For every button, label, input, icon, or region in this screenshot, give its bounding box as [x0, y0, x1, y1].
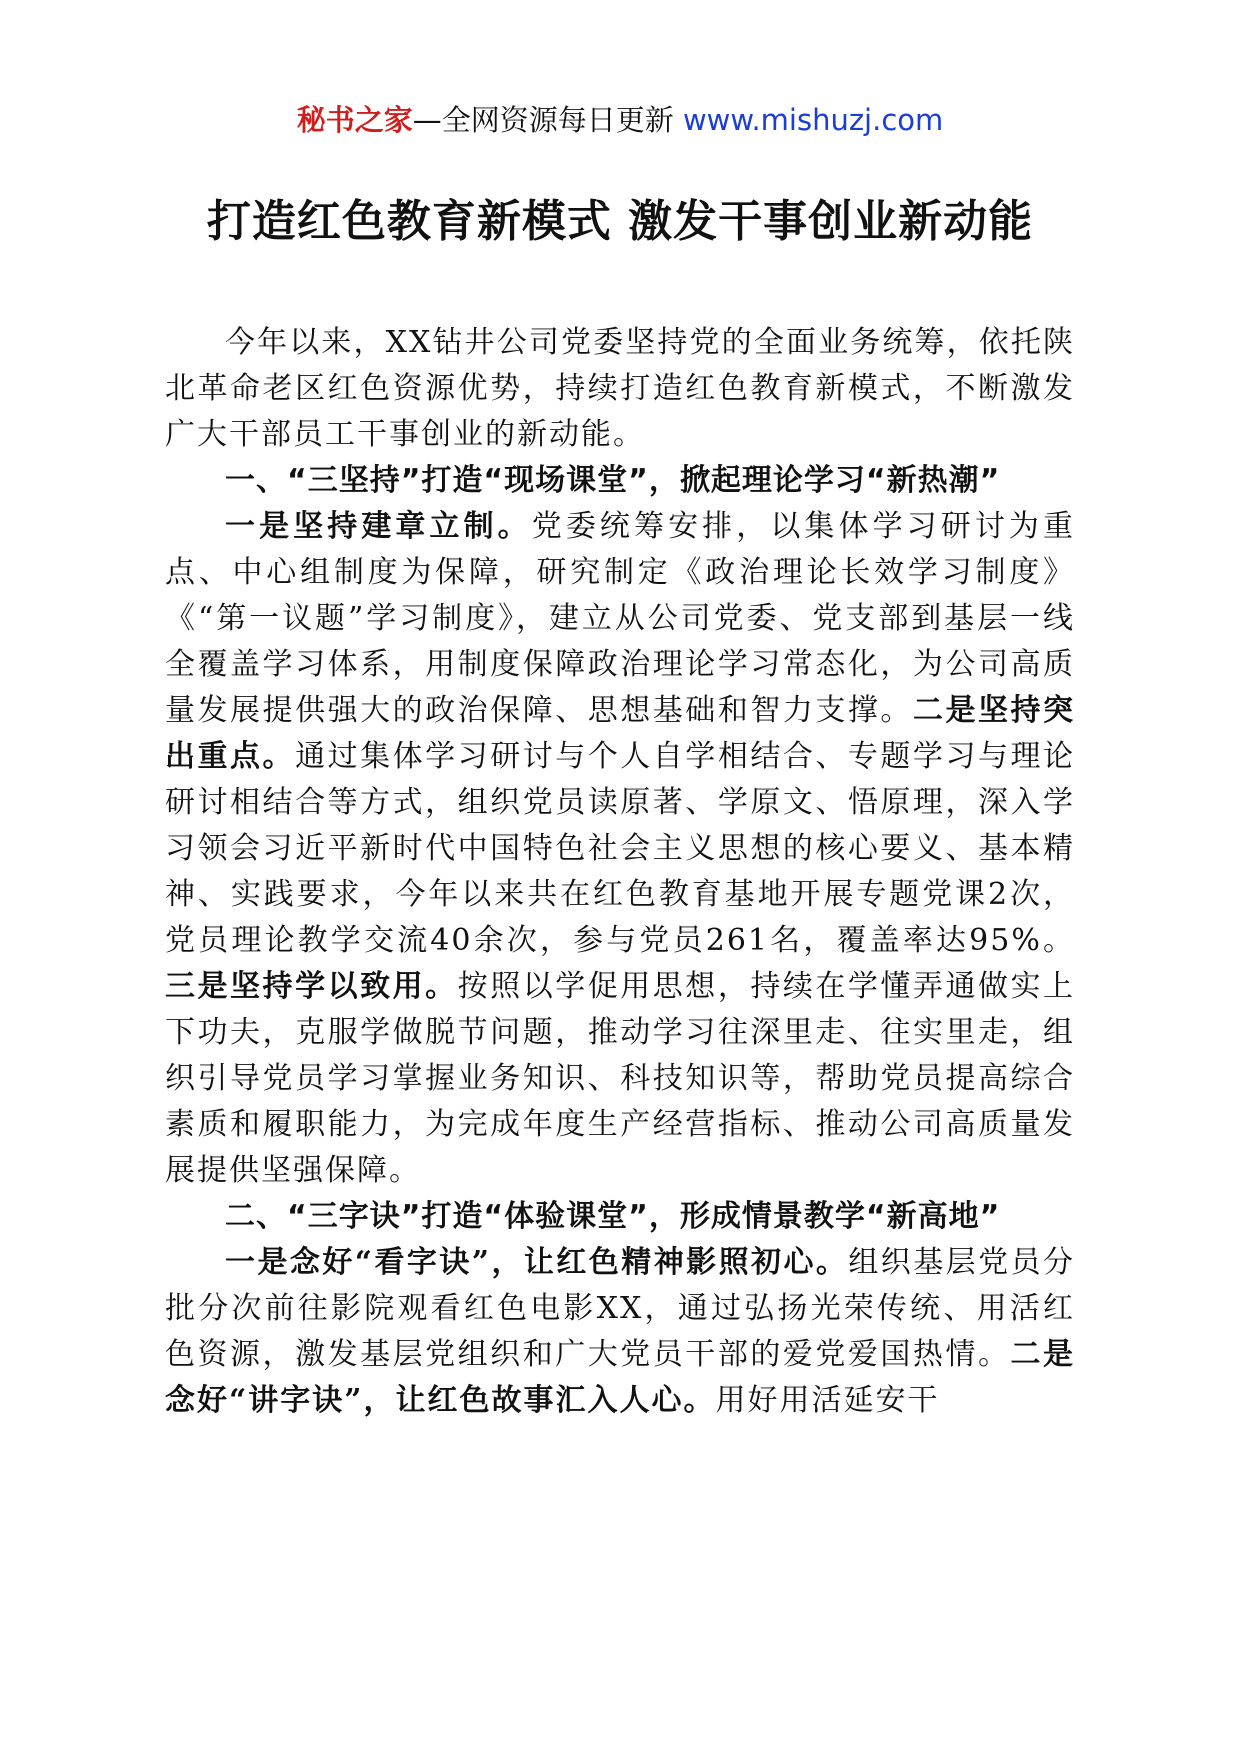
section-2-paragraph: [165, 1240, 1075, 1424]
document-title: 打造红色教育新模式 激发干事创业新动能: [206, 196, 1034, 247]
point-1-3-text: 按照以学促用思想，持续在学懂弄通做实上下功夫，克服学做脱节问题，推动学习往深里走、往实里走，组织引导党员学习掌握业务知识、科技知识等，帮助党员提高综合素质和履职能力，为完成年度生产经营指标、推动公司高质量发展提供坚强保障。: [165, 969, 1076, 1188]
section-1-heading: 一、“三坚持”打造“现场课堂”，掀起理论学习“新热潮”: [225, 463, 1001, 498]
brand-name: 秘书之家: [296, 103, 413, 137]
point-2-1-text: 组织基层党员分批分次前往影院观看红色电影XX，通过弘扬光荣传统、用活红色资源，激发基层党组织和广大党员干部的爱党爱国热情。: [165, 1245, 1076, 1372]
intro-paragraph: 今年以来，XX钻井公司党委坚持党的全面业务统筹，依托陕北革命老区红色资源优势，持续打造红色教育新模式，不断激发广大干部员工干事创业的新动能。: [165, 325, 1075, 452]
site-url-link[interactable]: www.mishuzj.com: [682, 103, 944, 137]
point-2-2-text: 用好用活延安干: [715, 1383, 940, 1418]
point-2-1-lead: 一是念好“看字诀”，让红色精神影照初心。: [225, 1245, 849, 1280]
section-2-heading: 二、“三字诀”打造“体验课堂”，形成情景教学“新高地”: [225, 1199, 1001, 1234]
point-1-2-text: 通过集体学习研讨与个人自学相结合、专题学习与理论研讨相结合等方式，组织党员读原著、学原文、悟原理，深入学习领会习近平新时代中国特色社会主义思想的核心要义、基本精神、实践要求，今年以来共在红色教育基地开展专题党课2次，党员理论教学交流40余次，参与党员261名，覆盖率达95%。: [165, 739, 1076, 958]
point-1-1-text: 党委统筹安排，以集体学习研讨为重点、中心组制度为保障，研究制定《政治理论长效学习制度》《“第一议题”学习制度》，建立从公司党委、党支部到基层一线全覆盖学习体系，用制度保障政治理论学习常态化，为公司高质量发展提供强大的政治保障、思想基础和智力支撑。: [165, 509, 1075, 728]
point-2-2-lead: 二是念好“讲字诀”，让红色故事汇入人心。: [165, 1337, 1076, 1418]
point-1-1-lead: 一是坚持建章立制。: [225, 509, 532, 544]
page-header: [0, 100, 1240, 140]
point-1-2-lead: 二是坚持突出重点。: [165, 693, 1076, 774]
header-tagline: —全网资源每日更新: [412, 103, 674, 137]
document-body: [165, 320, 1075, 1424]
section-1-paragraph: [165, 504, 1075, 1194]
point-1-3-lead: 三是坚持学以致用。: [165, 969, 458, 1004]
